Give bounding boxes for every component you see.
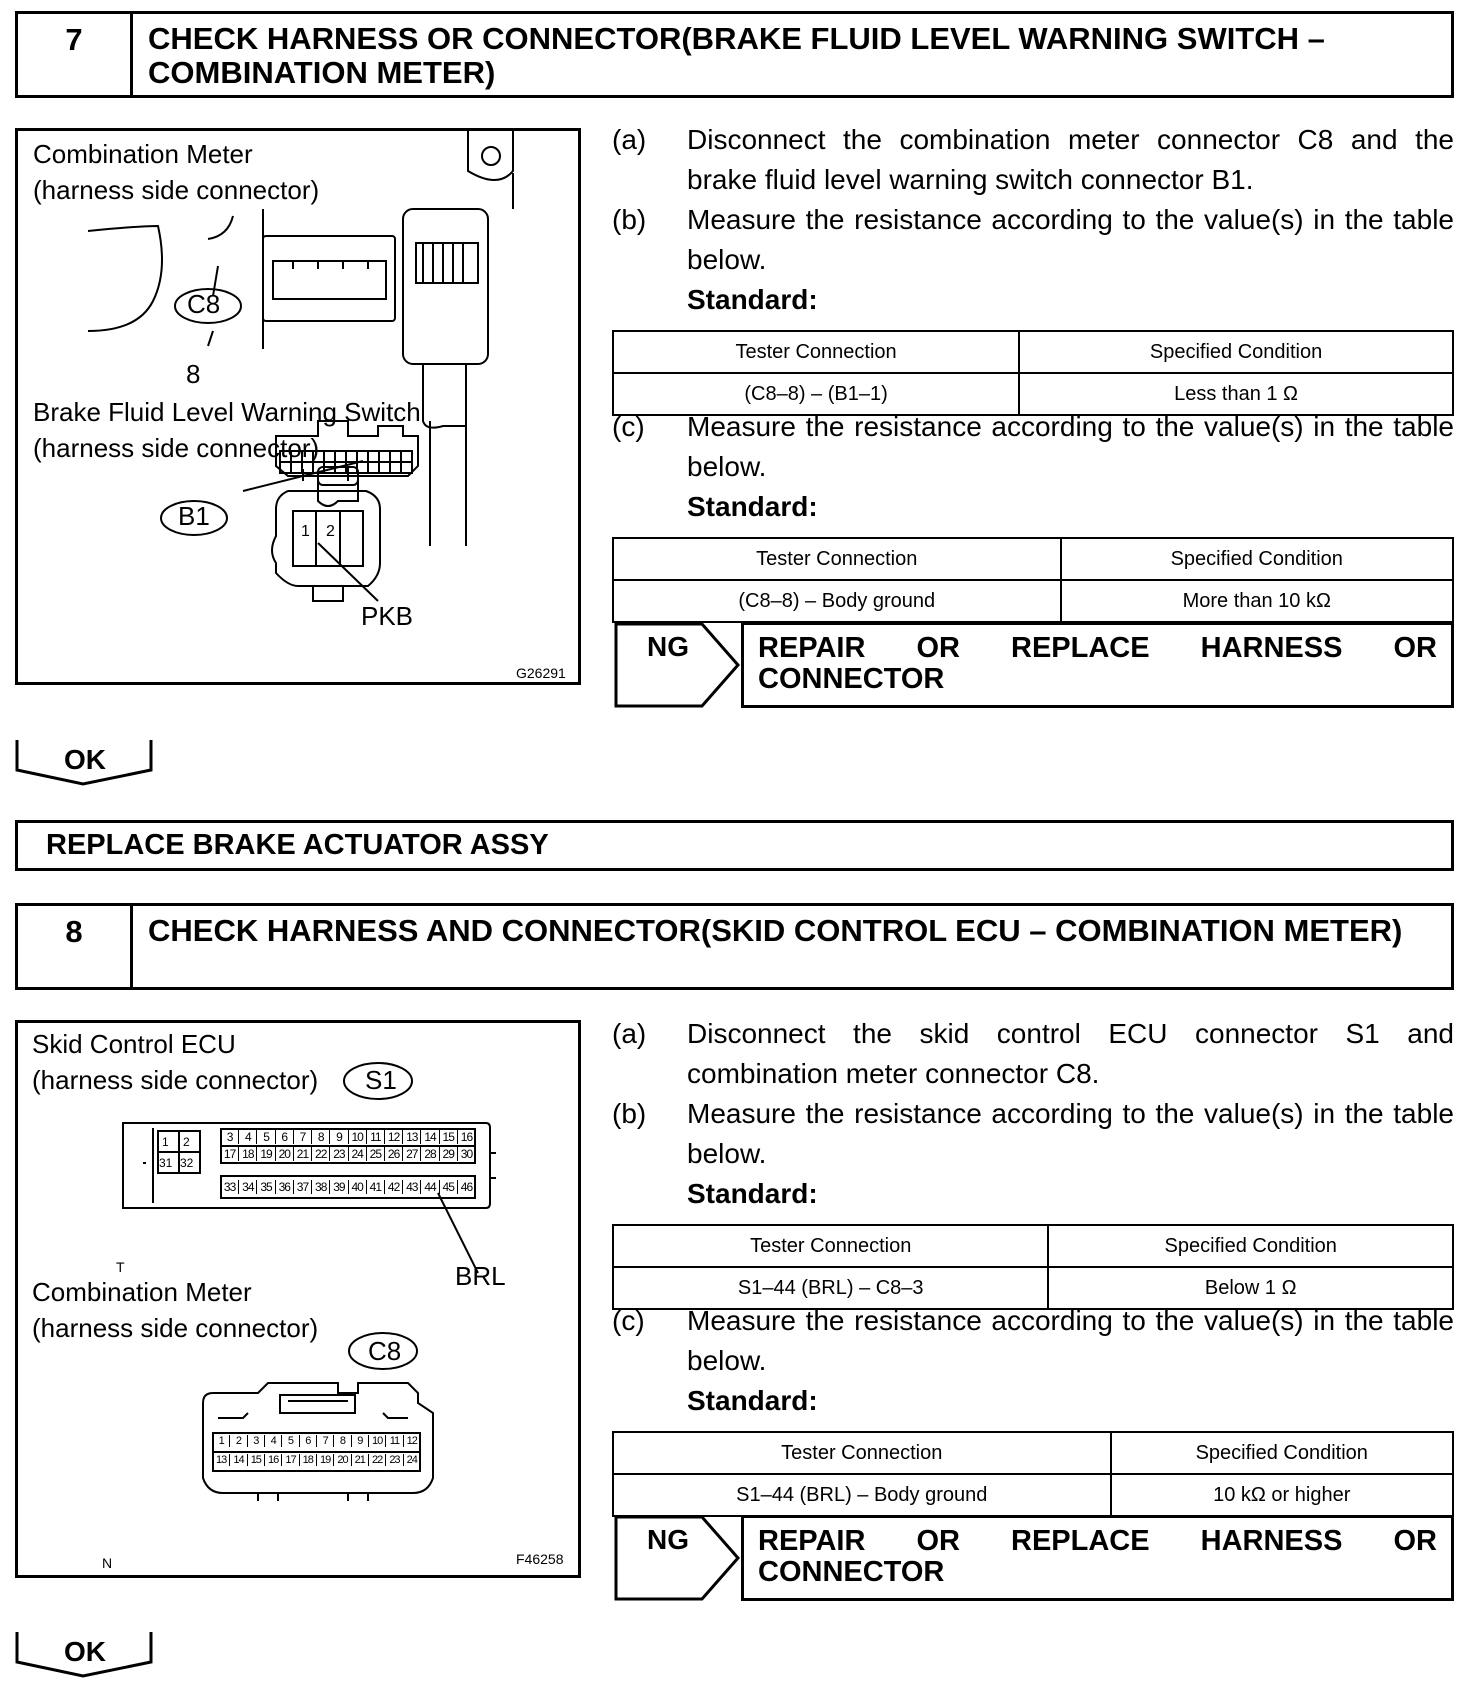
pin: 15 — [439, 1130, 457, 1144]
step8-instr-c-text: Measure the resistance according to the value(s) in the table below. — [687, 1305, 1454, 1376]
pin: 10 — [368, 1435, 385, 1447]
table-header: Tester Connection — [613, 538, 1061, 580]
pin: 4 — [264, 1435, 281, 1447]
step8-instr-c-label: (c) — [612, 1305, 645, 1336]
pin: 2 — [229, 1435, 246, 1447]
step7-instr-c-label: (c) — [612, 411, 645, 442]
replace-brake-actuator: REPLACE BRAKE ACTUATOR ASSY — [15, 820, 1454, 871]
pin: 16 — [457, 1130, 475, 1144]
pin: 13 — [216, 1454, 227, 1466]
fig8-small-n: N — [102, 1555, 113, 1571]
pin: 14 — [420, 1130, 438, 1144]
pin: 32 — [180, 1156, 194, 1170]
fig7-label1-line1: Combination Meter — [33, 139, 253, 169]
step8-instr-a-label: (a) — [612, 1018, 647, 1049]
pin: 11 — [366, 1130, 384, 1144]
fig7-label2-line2: (harness side connector) — [33, 433, 320, 463]
s1-left-pins — [158, 1131, 200, 1173]
pin: 43 — [402, 1180, 420, 1194]
step8-standard-2: Standard: — [687, 1385, 818, 1416]
pin: 22 — [368, 1454, 385, 1466]
step8-table-1 — [612, 1224, 1454, 1310]
table-cell: Less than 1 Ω — [1019, 373, 1453, 415]
fig8-label1-line1: Skid Control ECU — [32, 1029, 236, 1059]
step7-ng-result — [741, 622, 1454, 708]
step8-standard-1: Standard: — [687, 1178, 818, 1209]
pin: 8 — [333, 1435, 350, 1447]
step7-number: 7 — [18, 14, 133, 95]
pin: 18 — [299, 1454, 316, 1466]
table-header: Tester Connection — [613, 1432, 1111, 1474]
fig8-label2-line2: (harness side connector) — [32, 1313, 319, 1343]
step7-title: CHECK HARNESS OR CONNECTOR(BRAKE FLUID LEVEL WARNING SWITCH – COMBINATION METER) — [148, 21, 1325, 90]
pin: 8 — [311, 1130, 329, 1144]
table-cell: S1–44 (BRL) – Body ground — [613, 1474, 1111, 1516]
step7-instructions — [612, 120, 1454, 680]
pin: 19 — [256, 1147, 274, 1161]
c8-row1 — [213, 1435, 420, 1447]
pin: 17 — [281, 1454, 298, 1466]
pin: 13 — [402, 1130, 420, 1144]
pin: 3 — [226, 1130, 233, 1144]
pin: 7 — [316, 1435, 333, 1447]
pin: 37 — [293, 1180, 311, 1194]
table-header: Tester Connection — [613, 331, 1019, 373]
pin: 17 — [223, 1147, 236, 1161]
step8-ng-result — [741, 1515, 1454, 1601]
pin: 2 — [183, 1135, 190, 1149]
pin: 38 — [311, 1180, 329, 1194]
fig8-label1-line2: (harness side connector) — [32, 1065, 319, 1095]
pin: 34 — [238, 1180, 256, 1194]
step8-figure — [15, 1020, 581, 1578]
fig8-label2-line1: Combination Meter — [32, 1277, 252, 1307]
step8-instr-a-text: Disconnect the skid control ECU connector S1 and combination meter connector C8. — [687, 1018, 1454, 1089]
step7-ok-label: OK — [64, 744, 106, 775]
pin: 9 — [351, 1435, 368, 1447]
step8-number: 8 — [18, 906, 133, 987]
step8-instr-b-text: Measure the resistance according to the value(s) in the table below. — [687, 1098, 1454, 1169]
step7-standard-1: Standard: — [687, 284, 818, 315]
pin: 40 — [348, 1180, 366, 1194]
step7-table-2 — [612, 537, 1454, 623]
table-header: Tester Connection — [613, 1225, 1048, 1267]
pin: 24 — [403, 1454, 420, 1466]
table-header: Specified Condition — [1061, 538, 1453, 580]
fig8-code: F46258 — [516, 1551, 564, 1567]
step7-instr-b-text: Measure the resistance according to the value(s) in the table below. — [687, 204, 1454, 275]
step8-instr-b-label: (b) — [612, 1098, 647, 1129]
table-cell: Below 1 Ω — [1048, 1267, 1453, 1309]
step7-instr-a-text: Disconnect the combination meter connector C8 and the brake fluid level warning switch connector B1. — [687, 124, 1454, 195]
pin: 33 — [223, 1180, 236, 1194]
pin: 6 — [275, 1130, 293, 1144]
fig7-wire-pkb: PKB — [361, 601, 414, 631]
s1-row3 — [221, 1180, 475, 1194]
c8-row2 — [213, 1454, 420, 1466]
pin: 11 — [385, 1435, 402, 1447]
pin: 9 — [329, 1130, 347, 1144]
s1-row1 — [221, 1130, 475, 1144]
step7-ng-result-line1: REPAIR OR REPLACE HARNESS OR — [758, 632, 1437, 664]
pin: 45 — [439, 1180, 457, 1194]
step8-title: CHECK HARNESS AND CONNECTOR(SKID CONTROL ECU – COMBINATION METER) — [148, 913, 1403, 948]
fig7-conn-c8: C8 — [187, 289, 221, 319]
step8-ng-result-line1: REPAIR OR REPLACE HARNESS OR — [758, 1525, 1437, 1557]
pin: 25 — [366, 1147, 384, 1161]
fig7-label1-line2: (harness side connector) — [33, 175, 320, 205]
fig8-conn-s1: S1 — [365, 1065, 397, 1095]
s1-row2 — [221, 1147, 475, 1161]
pin: 20 — [333, 1454, 350, 1466]
fig7-label2-line1: Brake Fluid Level Warning Switch — [33, 397, 421, 427]
pin: 23 — [385, 1454, 402, 1466]
step8-instructions — [612, 1014, 1454, 1574]
fig7-pin1: 1 — [301, 523, 310, 540]
pin: 27 — [402, 1147, 420, 1161]
step7-header — [15, 11, 1454, 98]
table-header: Specified Condition — [1019, 331, 1453, 373]
pin: 24 — [348, 1147, 366, 1161]
fig8-wire-brl: BRL — [455, 1261, 506, 1291]
step8-ng-result-line2: CONNECTOR — [758, 1556, 945, 1588]
table-header: Specified Condition — [1048, 1225, 1453, 1267]
pin: 7 — [293, 1130, 311, 1144]
step8-table-2 — [612, 1431, 1454, 1517]
step7-table-1 — [612, 330, 1454, 416]
pin: 18 — [238, 1147, 256, 1161]
table-cell: More than 10 kΩ — [1061, 580, 1453, 622]
fig7-conn-b1: B1 — [178, 501, 210, 531]
pin: 46 — [457, 1180, 475, 1194]
table-cell: S1–44 (BRL) – C8–3 — [613, 1267, 1048, 1309]
pin: 10 — [348, 1130, 366, 1144]
pin: 12 — [403, 1435, 420, 1447]
pin: 29 — [439, 1147, 457, 1161]
step8-ok-label: OK — [64, 1636, 106, 1667]
pin: 1 — [218, 1435, 224, 1447]
step7-instr-b-label: (b) — [612, 204, 647, 235]
table-cell: 10 kΩ or higher — [1111, 1474, 1453, 1516]
pin: 5 — [281, 1435, 298, 1447]
pin: 3 — [247, 1435, 264, 1447]
step8-header — [15, 903, 1454, 990]
pin: 39 — [329, 1180, 347, 1194]
pin: 16 — [264, 1454, 281, 1466]
step8-ng-label: NG — [647, 1524, 689, 1555]
pin: 6 — [299, 1435, 316, 1447]
step7-figure — [15, 128, 581, 685]
pin: 41 — [366, 1180, 384, 1194]
pin: 5 — [256, 1130, 274, 1144]
pin: 26 — [384, 1147, 402, 1161]
pin: 12 — [384, 1130, 402, 1144]
pin: 22 — [311, 1147, 329, 1161]
pin: 19 — [316, 1454, 333, 1466]
pin: 36 — [275, 1180, 293, 1194]
pin: 15 — [247, 1454, 264, 1466]
table-cell: (C8–8) – Body ground — [613, 580, 1061, 622]
table-header: Specified Condition — [1111, 1432, 1453, 1474]
pin: 30 — [457, 1147, 475, 1161]
fig7-pin2: 2 — [326, 523, 335, 540]
fig8-conn-c8: C8 — [368, 1336, 402, 1366]
pin: 42 — [384, 1180, 402, 1194]
pin: 31 — [159, 1156, 173, 1170]
pin: 4 — [238, 1130, 256, 1144]
pin: 35 — [256, 1180, 274, 1194]
pin: 20 — [275, 1147, 293, 1161]
step7-standard-2: Standard: — [687, 491, 818, 522]
pin: 21 — [351, 1454, 368, 1466]
fig7-pin8-label: 8 — [186, 359, 201, 389]
pin: 23 — [329, 1147, 347, 1161]
table-cell: (C8–8) – (B1–1) — [613, 373, 1019, 415]
pin: 44 — [420, 1180, 438, 1194]
pin: 1 — [162, 1135, 169, 1149]
fig8-small-t: T — [116, 1259, 125, 1275]
step7-instr-a-label: (a) — [612, 124, 647, 155]
step7-instr-c-text: Measure the resistance according to the value(s) in the table below. — [687, 411, 1454, 482]
fig7-code: G26291 — [516, 665, 566, 681]
step7-ng-label: NG — [647, 631, 689, 662]
pin: 21 — [293, 1147, 311, 1161]
pin: 28 — [420, 1147, 438, 1161]
pin: 14 — [229, 1454, 246, 1466]
step7-ng-result-line2: CONNECTOR — [758, 663, 945, 695]
